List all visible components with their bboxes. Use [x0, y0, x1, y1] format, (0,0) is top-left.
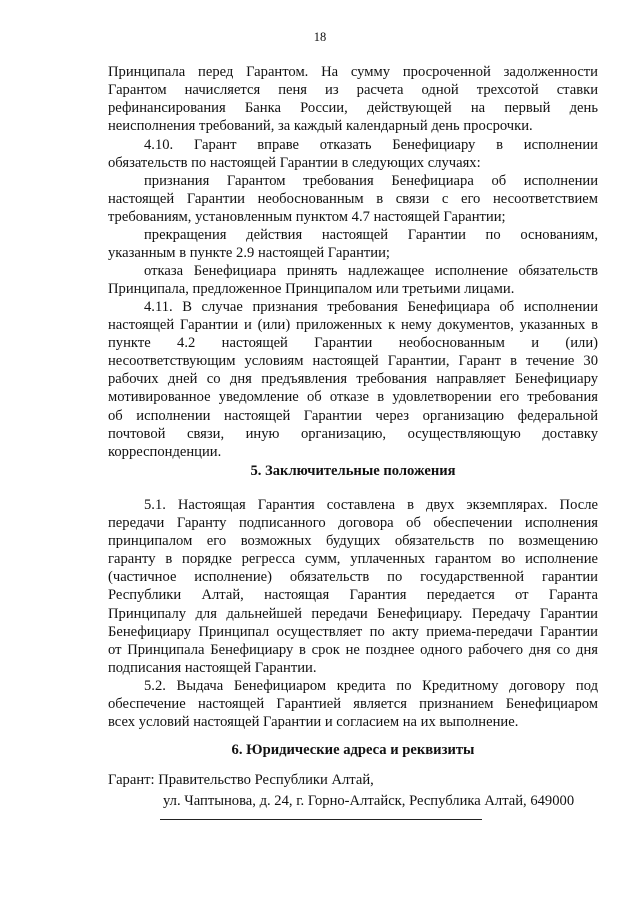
- text-line: почтовой связи, иную организацию, осуществляющую доставку: [108, 425, 598, 442]
- text-line: Гарантом начисляется пеня из расчета одной трехсотой ставки: [108, 82, 598, 99]
- section-5-heading: [108, 462, 598, 480]
- text-line: признания Гарантом требования Бенефициара об исполнении: [144, 173, 598, 189]
- text-line: (частичное исполнение) обязательств по государственной гарантии: [108, 569, 598, 586]
- text-line: отказа Бенефициара принять надлежащее исполнение обязательств: [144, 263, 598, 279]
- guarantor-street: ул. Чаптынова, д. 24, г. Горно-Алтайск, Республика Алтай, 649000: [163, 793, 575, 809]
- text-line: 4.11. В случае признания требования Бенефициара об исполнении: [144, 299, 598, 315]
- section-title: 5. Заключительные положения: [250, 463, 456, 479]
- text-line: рабочих дней со дня предъявления требования направляет Бенефициару: [108, 371, 598, 388]
- paragraph-4-10: [108, 136, 598, 172]
- section-6-heading: [108, 741, 598, 759]
- guarantor-name: Гарант: Правительство Республики Алтай,: [108, 772, 374, 788]
- text-line: корреспонденции.: [108, 443, 222, 460]
- text-line: настоящей Гарантии и (или) приложенных к нему документов, указанных в: [108, 317, 598, 334]
- text-line: пункте 4.2 настоящей Гарантии необоснованным и (или): [108, 335, 598, 352]
- paragraph-5-1: [108, 496, 598, 677]
- paragraph-penalty: [108, 63, 598, 135]
- text-line: 5.1. Настоящая Гарантия составлена в двух экземплярах. После: [144, 497, 598, 513]
- text-line: указанным в пункте 2.9 настоящей Гарантии;: [108, 245, 390, 262]
- text-line: Бенефициару Принципал осуществляет по акту приема-передачи Гарантии: [108, 623, 598, 640]
- signature-line: [160, 819, 482, 820]
- text-line: прекращения действия настоящей Гарантии по основаниям,: [144, 227, 598, 243]
- text-line: обязательств по настоящей Гарантии в следующих случаях:: [108, 155, 481, 172]
- text-line: настоящей Гарантии необоснованным в связи с его несоответствием: [108, 191, 598, 208]
- page-number: 18: [313, 30, 327, 44]
- paragraph-5-2: [108, 677, 598, 731]
- text-line: всех условий настоящей Гарантии и согласием на их выполнение.: [108, 714, 519, 731]
- text-line: требованиям, установленным пунктом 4.7 настоящей Гарантии;: [108, 209, 506, 226]
- text-line: принципалом его возможных будущих обязательств по возмещению: [108, 533, 598, 550]
- text-line: несоответствующим условиям настоящей Гарантии, Гарант в течение 30: [108, 353, 598, 370]
- text-line: Принципала, предложенное Принципалом или третьими лицами.: [108, 281, 515, 298]
- paragraph-case-refusal: [108, 262, 598, 298]
- text-line: от Принципала Бенефициару в срок не позднее одного рабочего дня со дня: [108, 641, 598, 658]
- section-title: 6. Юридические адреса и реквизиты: [231, 742, 475, 758]
- text-line: неисполнения требований, за каждый календарный день просрочки.: [108, 118, 533, 135]
- text-line: обеспечение настоящей Гарантией является признанием Бенефициаром: [108, 696, 598, 713]
- text-line: Республики Алтай, настоящая Гарантия передается от Гаранта: [108, 587, 598, 604]
- text-line: передачи Гаранту подписанного договора об обеспечении исполнения: [108, 515, 598, 532]
- text-line: рефинансирования Банка России, действующей на первый день: [108, 100, 598, 117]
- paragraph-case-termination: [108, 226, 598, 262]
- text-line: об исполнении настоящей Гарантии через организацию федеральной: [108, 407, 598, 424]
- text-line: Принципалу для дальнейшей передачи Бенефициару. Передачу Гарантии: [108, 605, 598, 622]
- text-line: гаранту в порядке регресса сумм, уплаченных гарантом во исполнение: [108, 551, 598, 568]
- paragraph-case-recognition: [108, 172, 598, 226]
- text-line: подписания настоящей Гарантии.: [108, 659, 317, 676]
- guarantor-address: [108, 770, 608, 812]
- text-line: 4.10. Гарант вправе отказать Бенефициару в исполнении: [144, 137, 598, 153]
- text-line: мотивированное уведомление об отказе в удовлетворении его требования: [108, 389, 598, 406]
- paragraph-4-11: [108, 298, 598, 461]
- text-line: Принципала перед Гарантом. На сумму просроченной задолженности: [108, 64, 598, 80]
- text-line: 5.2. Выдача Бенефициаром кредита по Кредитному договору под: [144, 678, 598, 694]
